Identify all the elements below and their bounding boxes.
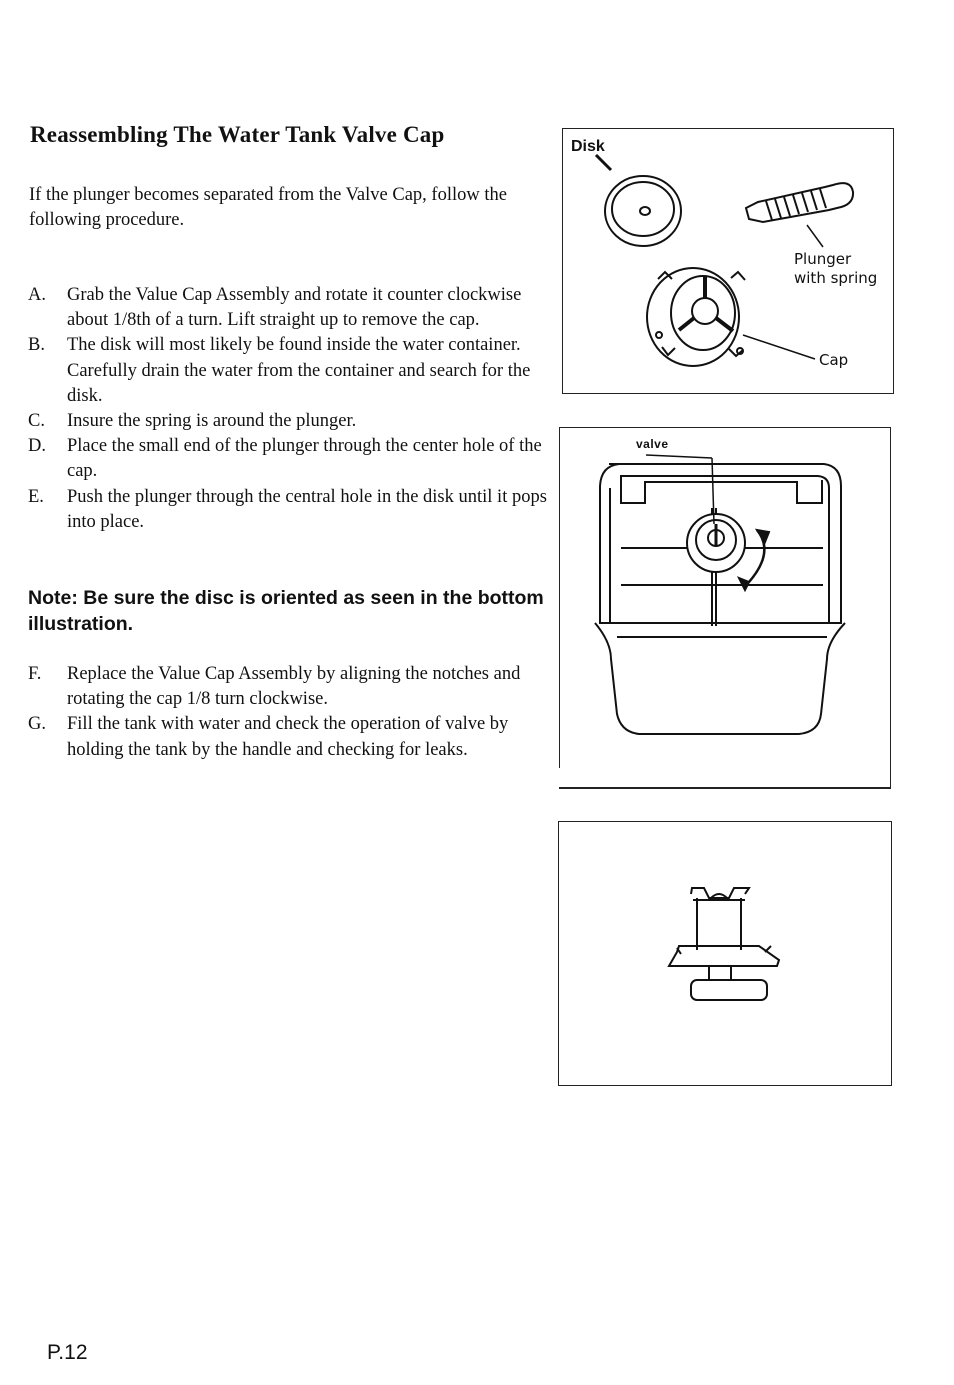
step-item bbox=[28, 333, 558, 409]
steps-list-2 bbox=[28, 662, 558, 763]
parts-figure bbox=[562, 128, 894, 394]
step-item bbox=[28, 485, 558, 535]
valve-label: valve bbox=[636, 437, 669, 451]
intro-paragraph: If the plunger becomes separated from the Valve Cap, follow the following procedure. bbox=[29, 185, 507, 230]
tank-illustration bbox=[559, 428, 890, 787]
step-letter: A. bbox=[28, 285, 46, 305]
step-text: Fill the tank with water and check the operation of valve by holding the tank by the handle and checking for leaks. bbox=[67, 714, 509, 760]
cap-label: Cap bbox=[819, 351, 849, 369]
step-letter: D. bbox=[28, 436, 46, 457]
assembled-valve-figure bbox=[558, 821, 892, 1086]
step-item bbox=[28, 409, 558, 434]
steps-list-1 bbox=[28, 283, 558, 535]
plunger-label-line-2: with spring bbox=[794, 269, 878, 287]
step-item bbox=[28, 712, 558, 762]
disk-label: Disk bbox=[571, 138, 605, 155]
page-title: Reassembling The Water Tank Valve Cap bbox=[30, 122, 445, 147]
step-text: Place the small end of the plunger through the center hole of the cap. bbox=[67, 436, 542, 482]
step-text: Push the plunger through the central hole in the disk until it pops into place. bbox=[67, 486, 547, 532]
orientation-note: Note: Be sure the disc is oriented as seen in the bottom illustration. bbox=[28, 587, 544, 635]
step-text: Insure the spring is around the plunger. bbox=[67, 411, 357, 432]
step-text: The disk will most likely be found inside the water container. Carefully drain the water from the container and search for the disk. bbox=[67, 335, 531, 406]
step-letter: F. bbox=[28, 664, 42, 684]
step-letter: G. bbox=[28, 714, 46, 735]
step-item bbox=[28, 434, 558, 484]
step-letter: E. bbox=[28, 486, 44, 507]
assembled-valve-illustration bbox=[559, 822, 891, 1085]
step-text: Replace the Value Cap Assembly by aligning the notches and rotating the cap 1/8 turn clockwise. bbox=[67, 664, 521, 710]
step-item bbox=[28, 662, 558, 712]
tank-figure bbox=[559, 427, 891, 789]
step-text: Grab the Value Cap Assembly and rotate it counter clockwise about 1/8th of a turn. Lift straight up to remove the cap. bbox=[67, 285, 522, 331]
page-number: P.12 bbox=[47, 1341, 88, 1364]
step-item bbox=[28, 283, 558, 333]
plunger-label bbox=[794, 250, 877, 288]
plunger-label-line-1: Plunger bbox=[794, 250, 852, 268]
step-letter: B. bbox=[28, 335, 45, 356]
step-letter: C. bbox=[28, 411, 45, 432]
